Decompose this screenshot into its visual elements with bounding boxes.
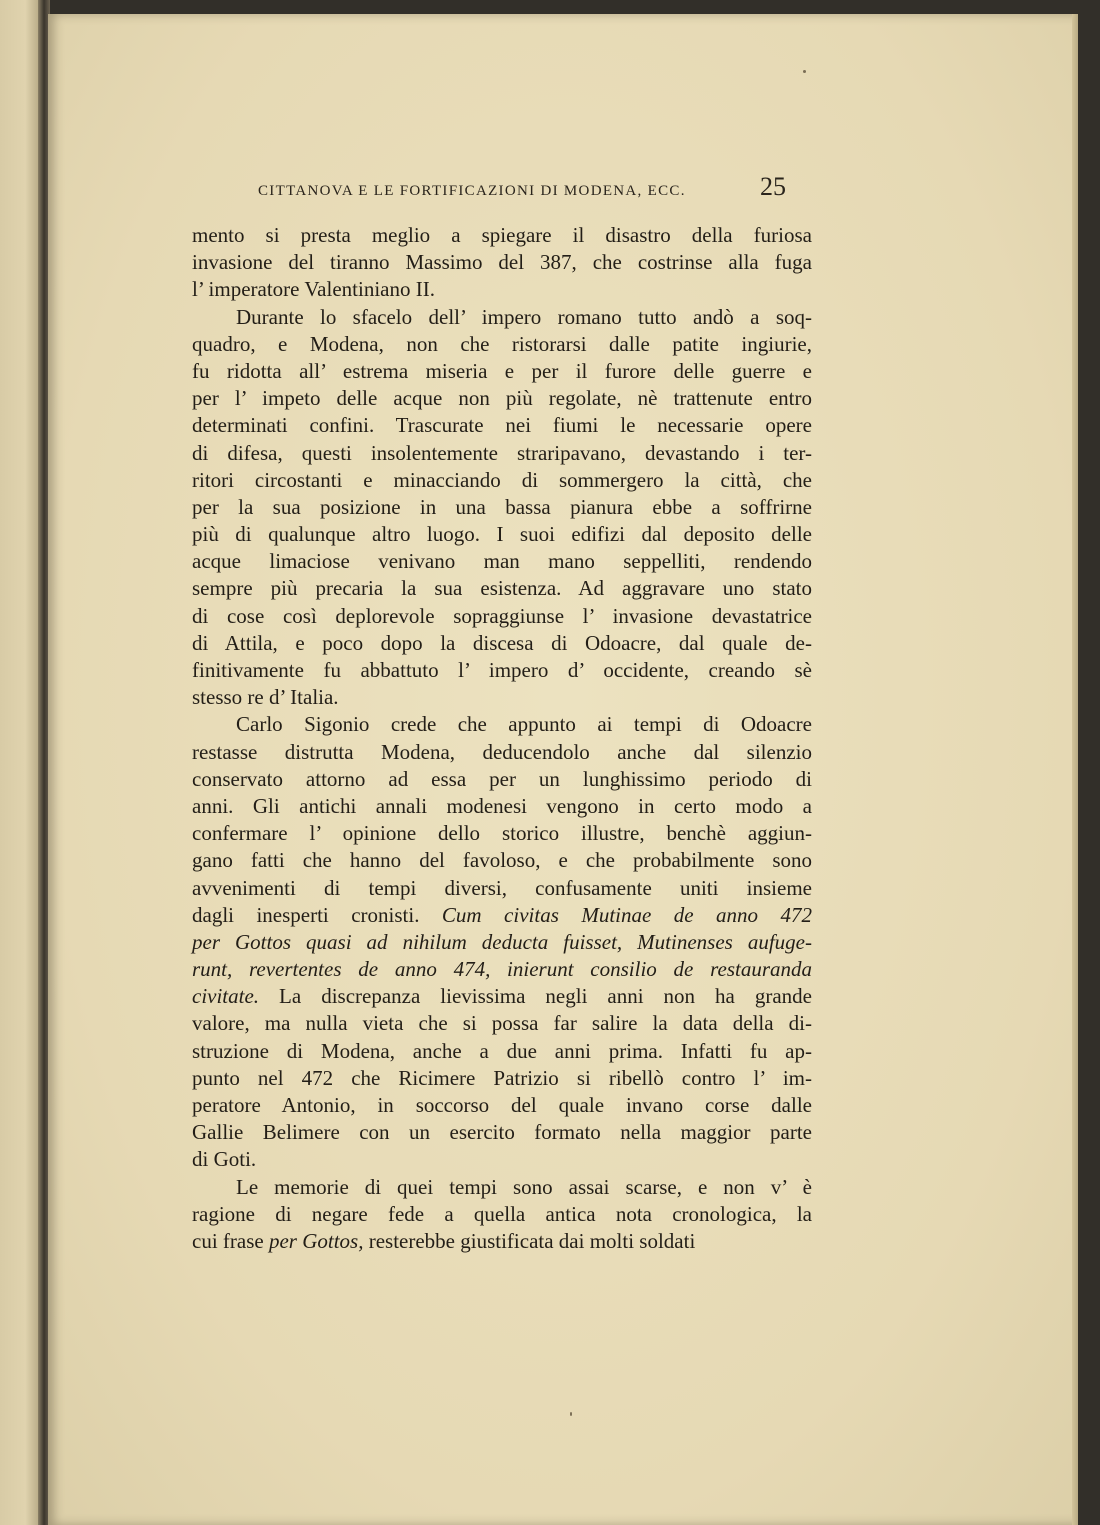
text-line: [192, 521, 812, 548]
text-segment: per l’ impeto delle acque non più regolate, nè trattenute entro: [192, 386, 812, 411]
text-line: [192, 1119, 812, 1146]
text-segment: per la sua posizione in una bassa pianura ebbe a soffrirne: [192, 494, 812, 519]
text-segment: Le memorie di quei tempi sono assai scarse, e non v’ è: [236, 1174, 812, 1199]
paragraph: [192, 222, 812, 304]
text-line: [192, 1201, 812, 1228]
text-segment: finitivamente fu abbattuto l’ impero d’ occidente, creando sè: [192, 658, 812, 682]
text-line: [192, 1010, 812, 1037]
italic-latin-text: runt, revertentes de anno 474, inierunt consilio de restauranda: [192, 957, 812, 982]
text-segment: restasse distrutta Modena, deducendolo anche dal silenzio: [192, 739, 812, 764]
text-segment: gano fatti che hanno del favoloso, e che probabilmente sono: [192, 848, 812, 873]
text-line: [192, 684, 812, 711]
text-segment: stesso re d’ Italia.: [192, 685, 339, 710]
text-segment: più di qualunque altro luogo. I suoi edifizi dal deposito delle: [192, 522, 812, 547]
body-text: [192, 222, 812, 1255]
text-segment: confermare l’ opinione dello storico illustre, benchè aggiun-: [192, 821, 812, 846]
text-segment: sempre più precaria la sua esistenza. Ad aggravare uno stato: [192, 576, 812, 601]
page-number: 25: [760, 172, 786, 201]
text-line: [192, 440, 812, 467]
text-line: [192, 902, 812, 929]
text-segment: l’ imperatore Valentiniano II.: [192, 277, 435, 302]
text-line: [192, 1092, 812, 1119]
text-line: [192, 983, 812, 1010]
text-line: [192, 1146, 812, 1173]
text-segment: valore, ma nulla vieta che si possa far salire la data della di-: [192, 1011, 812, 1036]
text-segment: La discrepanza lievissima negli anni non ha grande: [259, 984, 812, 1009]
text-segment: ragione di negare fede a quella antica nota cronologica, la: [192, 1201, 812, 1226]
text-line: [192, 575, 812, 602]
page-fore-edge: [1072, 14, 1078, 1525]
text-line: [192, 276, 812, 303]
text-segment: acque limaciose venivano man mano seppelliti, rendendo: [192, 549, 812, 574]
text-line: [192, 331, 812, 358]
text-line: [192, 304, 812, 331]
text-line: [192, 657, 812, 684]
text-line: [192, 1228, 812, 1255]
text-line: [192, 956, 812, 983]
text-segment: mento si presta meglio a spiegare il disastro della furiosa: [192, 223, 812, 247]
text-line: [192, 548, 812, 575]
text-segment: dagli inesperti cronisti.: [192, 902, 442, 927]
text-line: [192, 603, 812, 630]
italic-latin-text: Cum civitas Mutinae de anno 472: [441, 902, 813, 927]
text-line: [192, 847, 812, 874]
text-line: [192, 820, 812, 847]
text-segment: Durante lo sfacelo dell’ impero romano tutto andò a soq-: [236, 304, 812, 329]
text-segment: di cose così deplorevole sopraggiunse l’ invasione devastatrice: [192, 603, 812, 628]
paragraph: [192, 304, 812, 712]
text-segment: anni. Gli antichi annali modenesi vengono in certo modo a: [192, 793, 812, 818]
text-line: [192, 249, 812, 276]
text-line: [192, 222, 812, 249]
text-line: [192, 385, 812, 412]
text-segment: resterebbe giustificata dai molti soldati: [363, 1228, 696, 1253]
text-segment: quadro, e Modena, non che ristorarsi dalle patite ingiurie,: [192, 331, 812, 356]
text-segment: Gallie Belimere con un esercito formato nella maggior parte: [192, 1120, 812, 1145]
text-line: [192, 766, 812, 793]
running-head: CITTANOVA E LE FORTIFICAZIONI DI MODENA, ECC.: [258, 183, 686, 199]
text-segment: di difesa, questi insolentemente straripavano, devastando i ter-: [192, 440, 812, 465]
text-segment: invasione del tiranno Massimo del 387, che costrinse alla fuga: [192, 250, 812, 275]
italic-latin-text: per Gottos,: [268, 1228, 364, 1253]
paper-speck: [803, 70, 806, 73]
text-segment: peratore Antonio, in soccorso del quale invano corse dalle: [192, 1093, 812, 1117]
text-line: [192, 793, 812, 820]
text-line: [192, 467, 812, 494]
paragraph: [192, 711, 812, 1173]
text-segment: Carlo Sigonio crede che appunto ai tempi di Odoacre: [236, 712, 812, 737]
text-line: [192, 1038, 812, 1065]
paragraph: [192, 1174, 812, 1256]
text-line: [192, 494, 812, 521]
text-line: [192, 711, 812, 738]
text-segment: di Attila, e poco dopo la discesa di Odoacre, dal quale de-: [192, 630, 812, 655]
text-segment: conservato attorno ad essa per un lunghissimo periodo di: [192, 766, 812, 791]
text-segment: avvenimenti di tempi diversi, confusamente uniti insieme: [192, 875, 812, 900]
text-line: [192, 929, 812, 956]
text-line: [192, 630, 812, 657]
text-segment: fu ridotta all’ estrema miseria e per il furore delle guerre e: [192, 358, 812, 383]
italic-latin-text: per Gottos quasi ad nihilum deducta fuisset, Mutinenses aufuge-: [192, 929, 812, 954]
text-segment: cui frase: [192, 1228, 269, 1253]
text-line: [192, 739, 812, 766]
text-segment: di Goti.: [192, 1147, 257, 1172]
text-line: [192, 412, 812, 439]
text-line: [192, 1174, 812, 1201]
text-segment: struzione di Modena, anche a due anni prima. Infatti fu ap-: [192, 1038, 812, 1063]
text-segment: punto nel 472 che Ricimere Patrizio si ribellò contro l’ im-: [192, 1065, 812, 1090]
text-segment: ritori circostanti e minacciando di sommergero la città, che: [192, 467, 812, 492]
text-line: [192, 358, 812, 385]
text-line: [192, 875, 812, 902]
paper-speck: [570, 1412, 572, 1416]
italic-latin-text: civitate.: [192, 984, 260, 1009]
text-line: [192, 1065, 812, 1092]
text-segment: determinati confini. Trascurate nei fiumi le necessarie opere: [192, 413, 812, 438]
